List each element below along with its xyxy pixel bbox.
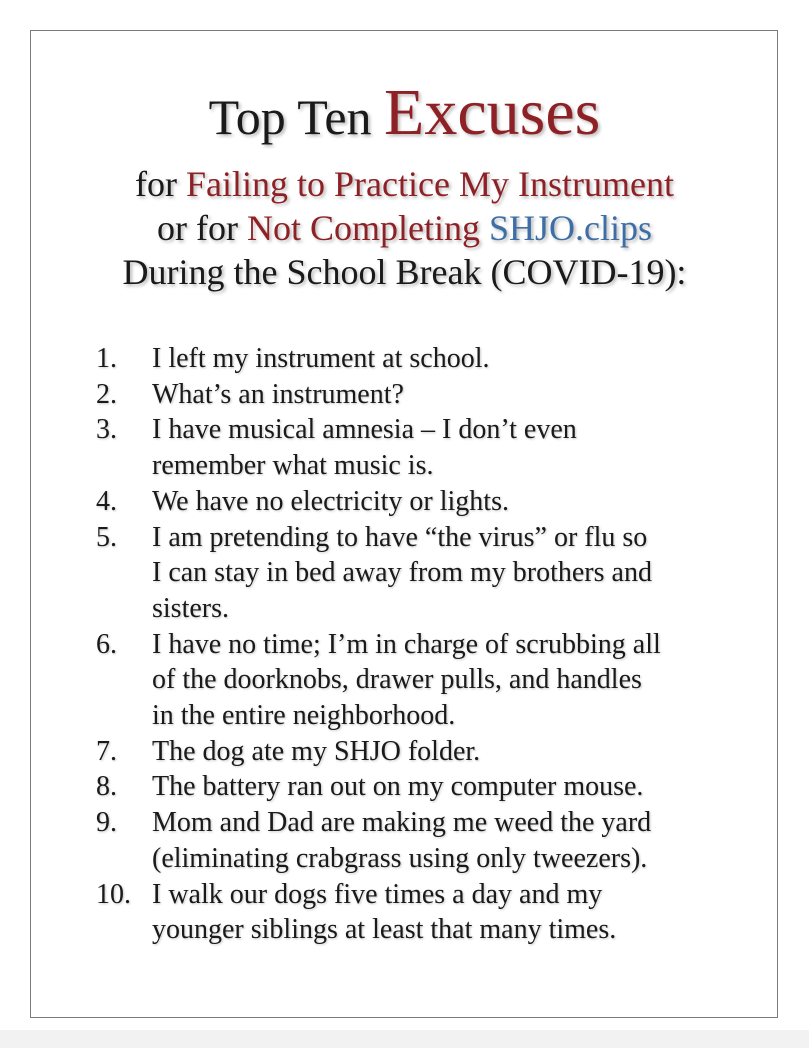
- title-line-4: [0, 250, 809, 294]
- excuse-text-line: younger siblings at least that many times.: [152, 914, 617, 946]
- excuse-text-line: I can stay in bed away from my brothers and: [152, 557, 652, 589]
- excuse-text-line: I am pretending to have “the virus” or flu so: [152, 521, 648, 553]
- excuse-number: 3.: [96, 414, 117, 446]
- excuse-number: 2.: [96, 378, 117, 410]
- list-item: [96, 627, 746, 734]
- excuse-text-line: Mom and Dad are making me weed the yard: [152, 807, 652, 839]
- excuse-number: 6.: [96, 628, 117, 660]
- title-shjo-clips: SHJO.clips: [488, 208, 652, 248]
- excuse-text-line: I have musical amnesia – I don’t even: [152, 414, 577, 446]
- excuse-text: The dog ate my SHJO folder.: [152, 735, 481, 767]
- excuse-text: The battery ran out on my computer mouse.: [152, 771, 644, 803]
- title-line4-text: During the School Break (COVID-19):: [122, 252, 687, 292]
- title-top-ten: Top Ten: [208, 89, 385, 145]
- title-line2-highlight: Failing to Practice My Instrument: [186, 164, 674, 204]
- excuse-number: 10.: [96, 878, 131, 910]
- excuse-text: I left my instrument at school.: [152, 343, 490, 374]
- title-line3-highlight: Not Completing: [246, 208, 489, 248]
- excuse-text-line: remember what music is.: [152, 450, 434, 482]
- excuse-number: 5.: [96, 521, 117, 553]
- bottom-strip: [0, 1030, 809, 1048]
- excuse-text: What’s an instrument?: [152, 378, 404, 410]
- list-item: [96, 377, 746, 413]
- excuse-text-line: I have no time; I’m in charge of scrubbing all: [152, 628, 661, 660]
- excuse-number: 9.: [96, 807, 117, 839]
- list-item: [96, 484, 746, 520]
- excuse-text: We have no electricity or lights.: [152, 485, 509, 517]
- excuse-text-line: (eliminating crabgrass using only tweezers).: [152, 842, 648, 874]
- list-item: [96, 734, 746, 770]
- title-line2-prefix: for: [135, 164, 187, 204]
- excuse-text-line: sisters.: [152, 592, 229, 624]
- list-item: [96, 805, 746, 876]
- title-line-2: [0, 162, 809, 206]
- title-line3-prefix: or for: [157, 208, 247, 248]
- excuse-text-line: in the entire neighborhood.: [152, 700, 456, 732]
- title-line-3: [0, 206, 809, 250]
- excuse-number: 1.: [96, 343, 117, 374]
- excuse-number: 8.: [96, 771, 117, 803]
- list-item: [96, 769, 746, 805]
- excuse-list: [96, 341, 746, 948]
- list-item: [96, 877, 746, 948]
- title-line-1: [0, 78, 809, 152]
- excuse-text-line: I walk our dogs five times a day and my: [152, 878, 603, 910]
- title-excuses: Excuses: [384, 76, 601, 149]
- excuse-number: 7.: [96, 735, 117, 767]
- excuse-text-line: of the doorknobs, drawer pulls, and handles: [152, 664, 642, 696]
- list-item: [96, 520, 746, 627]
- list-item: [96, 341, 746, 377]
- excuse-number: 4.: [96, 485, 117, 517]
- list-item: [96, 412, 746, 483]
